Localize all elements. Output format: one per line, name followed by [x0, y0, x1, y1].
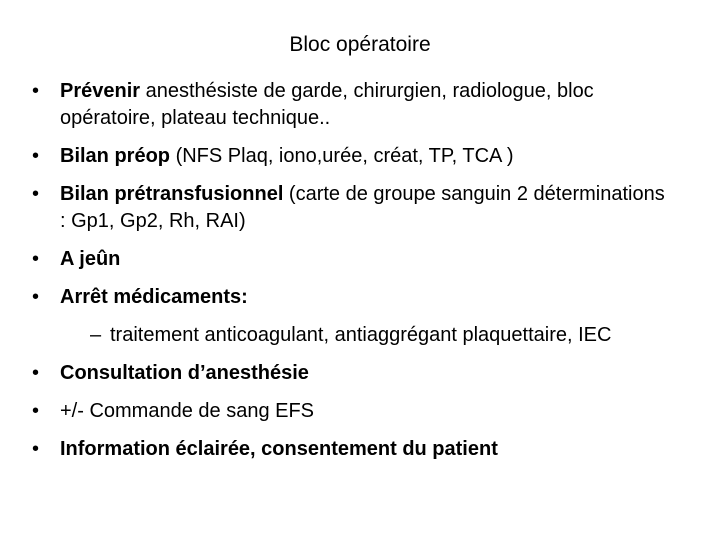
bullet-text: (NFS Plaq, iono,urée, créat, TP, TCA ) — [170, 145, 514, 167]
bullet-item-arret-medicaments — [32, 284, 672, 349]
bullet-item-consultation — [32, 360, 672, 387]
dash-icon: – — [90, 324, 102, 346]
bullet-list — [32, 78, 672, 474]
sub-bullet-text: traitement anticoagulant, antiaggrégant plaquettaire, IEC — [110, 324, 612, 346]
bullet-text: +/- Commande de sang EFS — [60, 400, 315, 422]
bullet-strong-text: Information éclairée, consentement du patient — [60, 438, 498, 460]
bullet-item-a-jeun — [32, 246, 672, 273]
bullet-strong-text: Bilan préop — [60, 145, 171, 167]
bullet-strong-text: Arrêt médicaments: — [60, 286, 248, 308]
bullet-icon: • — [32, 286, 40, 308]
bullet-strong-text: Bilan prétransfusionnel — [60, 183, 284, 205]
bullet-icon: • — [32, 438, 40, 460]
bullet-icon: • — [32, 145, 40, 167]
bullet-item-commande-sang — [32, 398, 672, 425]
bullet-item-bilan-preop — [32, 143, 672, 170]
bullet-strong-text: A jeûn — [60, 248, 121, 270]
bullet-strong-text: Consultation d’anesthésie — [60, 362, 309, 384]
bullet-text: anesthésiste de garde, chirurgien, radiologue, bloc opératoire, plateau technique.. — [60, 80, 594, 129]
bullet-icon: • — [32, 248, 40, 270]
bullet-icon: • — [32, 183, 40, 205]
bullet-icon: • — [32, 80, 40, 102]
bullet-icon: • — [32, 362, 40, 384]
bullet-item-information — [32, 436, 672, 463]
bullet-icon: • — [32, 400, 40, 422]
slide-title: Bloc opératoire — [289, 33, 431, 56]
bullet-item-prevenir — [32, 78, 672, 132]
sub-bullet-item-traitement — [60, 322, 672, 349]
bullet-text: (carte de groupe sanguin 2 déterminations : Gp1, Gp2, Rh, RAI) — [60, 183, 665, 232]
bullet-item-bilan-pretransfusionnel — [32, 181, 672, 235]
bullet-strong-text: Prévenir — [60, 80, 141, 102]
